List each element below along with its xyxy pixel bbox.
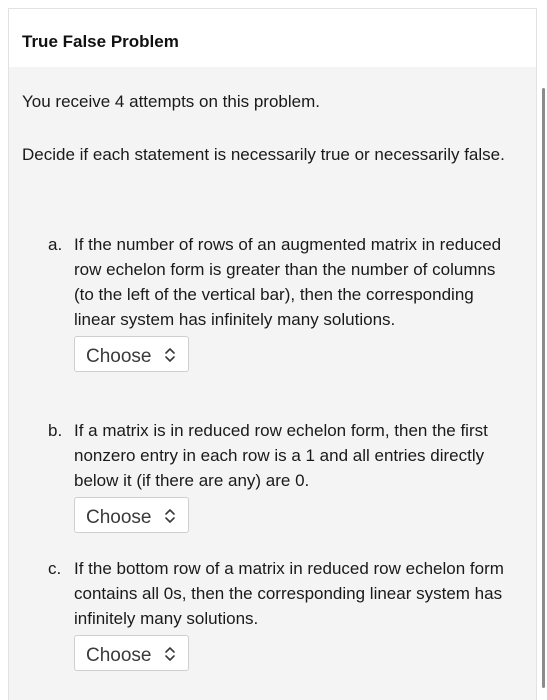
- select-value: Choose: [86, 346, 152, 367]
- updown-chevron-icon: [164, 646, 176, 662]
- question-letter: c.: [48, 559, 62, 578]
- attempts-text: You receive 4 attempts on this problem.: [22, 92, 320, 111]
- answer-select-a[interactable]: [74, 336, 189, 372]
- answer-select-b[interactable]: [74, 497, 189, 533]
- scrollbar[interactable]: [542, 88, 545, 688]
- question-letter: a.: [48, 235, 63, 254]
- question-a: [48, 232, 518, 372]
- problem-title: True False Problem: [22, 32, 179, 51]
- question-letter: b.: [48, 421, 63, 440]
- answer-select-c[interactable]: [74, 635, 189, 671]
- updown-chevron-icon: [164, 347, 176, 363]
- question-b: [48, 418, 518, 533]
- question-text: If the bottom row of a matrix in reduced row echelon form contains all 0s, then the corresponding linear system has infinitely many solutions.: [74, 559, 504, 628]
- updown-chevron-icon: [164, 508, 176, 524]
- question-text: If a matrix is in reduced row echelon form, then the first nonzero entry in each row is a 1 and all entries directly below it (if there are any) are 0.: [74, 421, 488, 490]
- instructions-text: Decide if each statement is necessarily true or necessarily false.: [22, 145, 505, 164]
- problem-panel: [8, 8, 537, 700]
- problem-body: [9, 67, 536, 700]
- select-value: Choose: [86, 507, 152, 528]
- problem-header: [9, 9, 536, 67]
- question-c: [48, 556, 518, 671]
- question-text: If the number of rows of an augmented matrix in reduced row echelon form is greater than the number of columns (to the left of the vertical bar), then the corresponding linear system has infinitely many solutions.: [74, 235, 502, 329]
- select-value: Choose: [86, 645, 152, 666]
